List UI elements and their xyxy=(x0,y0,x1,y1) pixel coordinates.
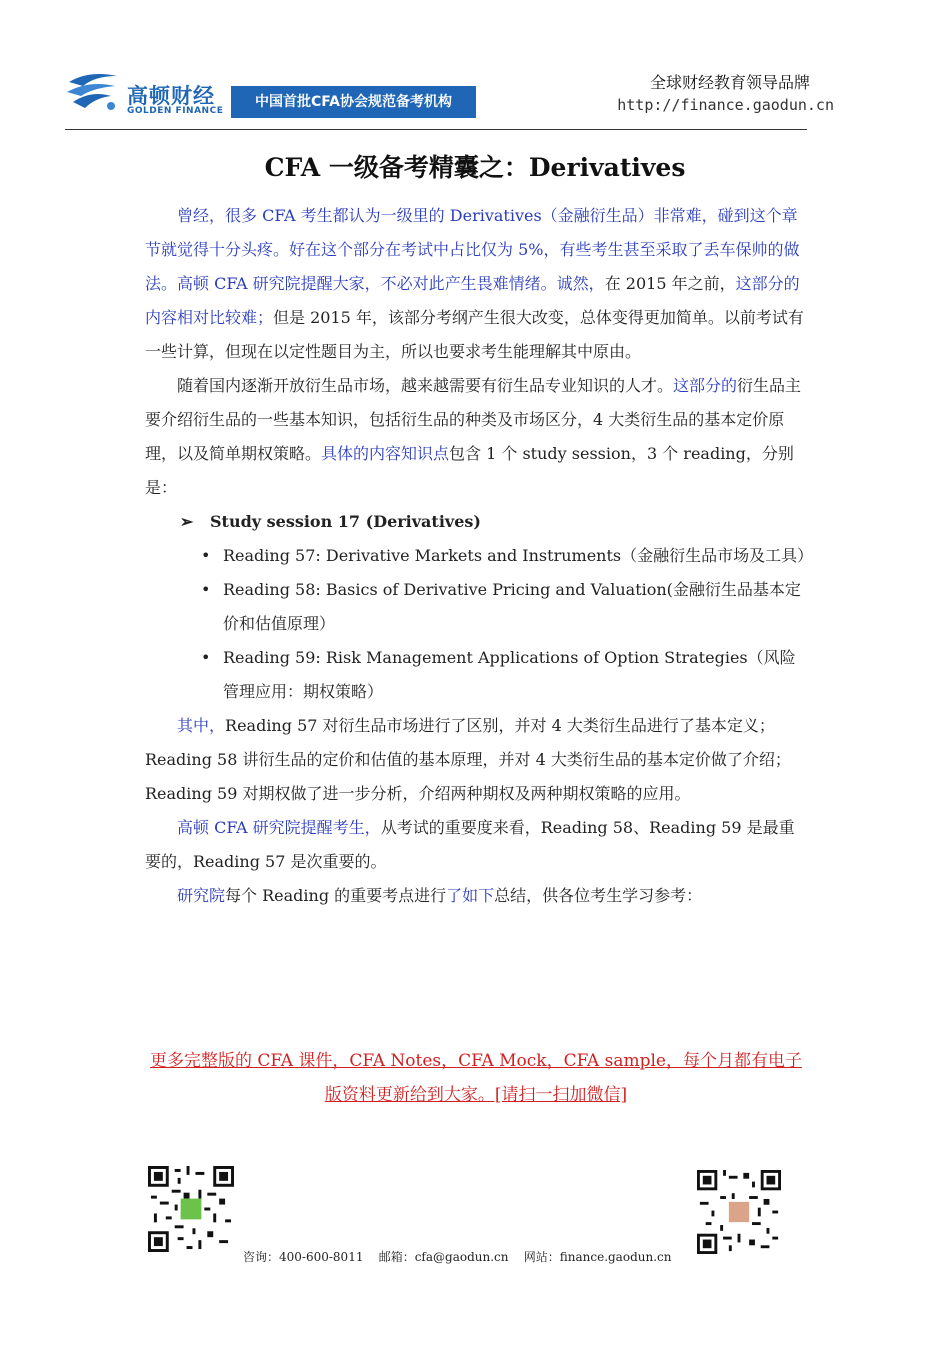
reading-list xyxy=(145,539,814,709)
market-highlight-1: 这部分的 xyxy=(673,376,738,395)
contact-qr-code-icon xyxy=(697,1170,781,1254)
closing-highlight-1: 研究院 xyxy=(177,886,226,905)
intro-highlight: 曾经，很多 CFA 考生都认为一级里的 Derivatives（金融衍生品）非常难，碰到这个章节就觉得十分头疼。好在这个部分在考试中占比仅为 5%，有些考生甚至采取了丢车保帅的做法。高顿 CFA 研究院提醒大家，不必对此产生畏难情绪。诚然， xyxy=(145,206,800,293)
market-text-3: 包含 1 个 study session，3 个 reading，分别是： xyxy=(145,444,794,497)
header-url[interactable]: http://finance.gaodun.cn xyxy=(617,96,834,114)
list-item xyxy=(201,573,807,641)
importance-text: 从考试的重要度来看，Reading 58、Reading 59 是最重要的，Reading 57 是次重要的。 xyxy=(145,818,795,871)
page-header xyxy=(65,60,834,130)
paragraph-readings-summary xyxy=(145,709,807,811)
wechat-qr-code-icon xyxy=(148,1166,234,1252)
importance-highlight: 高顿 CFA 研究院提醒考生， xyxy=(177,818,381,837)
closing-text-1: 每个 Reading 的重要考点进行 xyxy=(225,886,447,905)
paragraph-intro xyxy=(145,199,807,369)
page-title: CFA 一级备考精囊之：Derivatives xyxy=(264,153,686,182)
paragraph-closing xyxy=(145,879,807,913)
slogan-banner: 中国首批CFA协会规范备考机构 xyxy=(231,86,476,118)
reading-58: Reading 58: Basics of Derivative Pricing and Valuation(金融衍生品基本定价和估值原理） xyxy=(223,580,801,633)
summary-text: Reading 57 对衍生品市场进行了区别，并对 4 大类衍生品进行了基本定义；Reading 58 讲衍生品的定价和估值的基本原理，并对 4 大类衍生品的基本定价做了介绍；Reading 59 对期权做了进一步分析，介绍两种期权及两种期权策略的应用。 xyxy=(145,716,791,803)
header-divider xyxy=(65,129,807,130)
logo-name: 高顿财经 xyxy=(127,84,215,108)
contact-footer: 咨询：400-600-8011 邮箱：cfa@gaodun.cn 网站：finance.gaodun.cn xyxy=(243,1250,672,1264)
market-highlight-2: 具体的内容知识点 xyxy=(321,444,450,463)
bullet-icon: • xyxy=(201,648,211,667)
market-text-2: 衍生品主要介绍衍生品的一些基本知识，包括衍生品的种类及市场区分，4 大类衍生品的基本定价原理，以及简单期权策略。 xyxy=(145,376,802,463)
list-item xyxy=(201,641,807,709)
study-session-label: Study session 17 (Derivatives) xyxy=(210,512,481,531)
bullet-icon: • xyxy=(201,546,211,565)
reading-59: Reading 59: Risk Management Applications of Option Strategies（风险管理应用：期权策略） xyxy=(223,648,796,701)
article-body xyxy=(145,199,814,913)
list-item xyxy=(201,539,814,573)
paragraph-importance xyxy=(145,811,807,879)
arrow-bullet-icon: ➢ xyxy=(180,512,194,531)
reading-57: Reading 57: Derivative Markets and Instruments（金融衍生品市场及工具） xyxy=(223,546,814,565)
tagline: 全球财经教育领导品牌 xyxy=(649,73,810,92)
market-text-1: 随着国内逐渐开放衍生品市场，越来越需要有衍生品专业知识的人才。 xyxy=(177,376,674,395)
intro-text-2: 但是 2015 年，该部分考纲产生很大改变，总体变得更加简单。以前考试有一些计算，但现在以定性题目为主，所以也要求考生能理解其中原由。 xyxy=(145,308,804,361)
paragraph-market xyxy=(145,369,807,505)
closing-text-2: 总结，供各位考生学习参考： xyxy=(494,886,703,905)
golden-finance-logo-icon xyxy=(65,68,123,114)
intro-highlight-2: 这部分的内容相对比较难； xyxy=(145,274,800,327)
summary-highlight: 其中， xyxy=(177,716,226,735)
logo-subtitle: GOLDEN FINANCE xyxy=(127,106,224,116)
bullet-icon: • xyxy=(201,580,211,599)
study-session-heading xyxy=(180,505,807,539)
intro-text-1: 在 2015 年之前， xyxy=(604,274,736,293)
promo-link[interactable]: 更多完整版的 CFA 课件，CFA Notes，CFA Mock，CFA sample，每个月都有电子版资料更新给到大家。[请扫一扫加微信] xyxy=(150,1051,802,1105)
closing-highlight-2: 了如下 xyxy=(446,886,495,905)
